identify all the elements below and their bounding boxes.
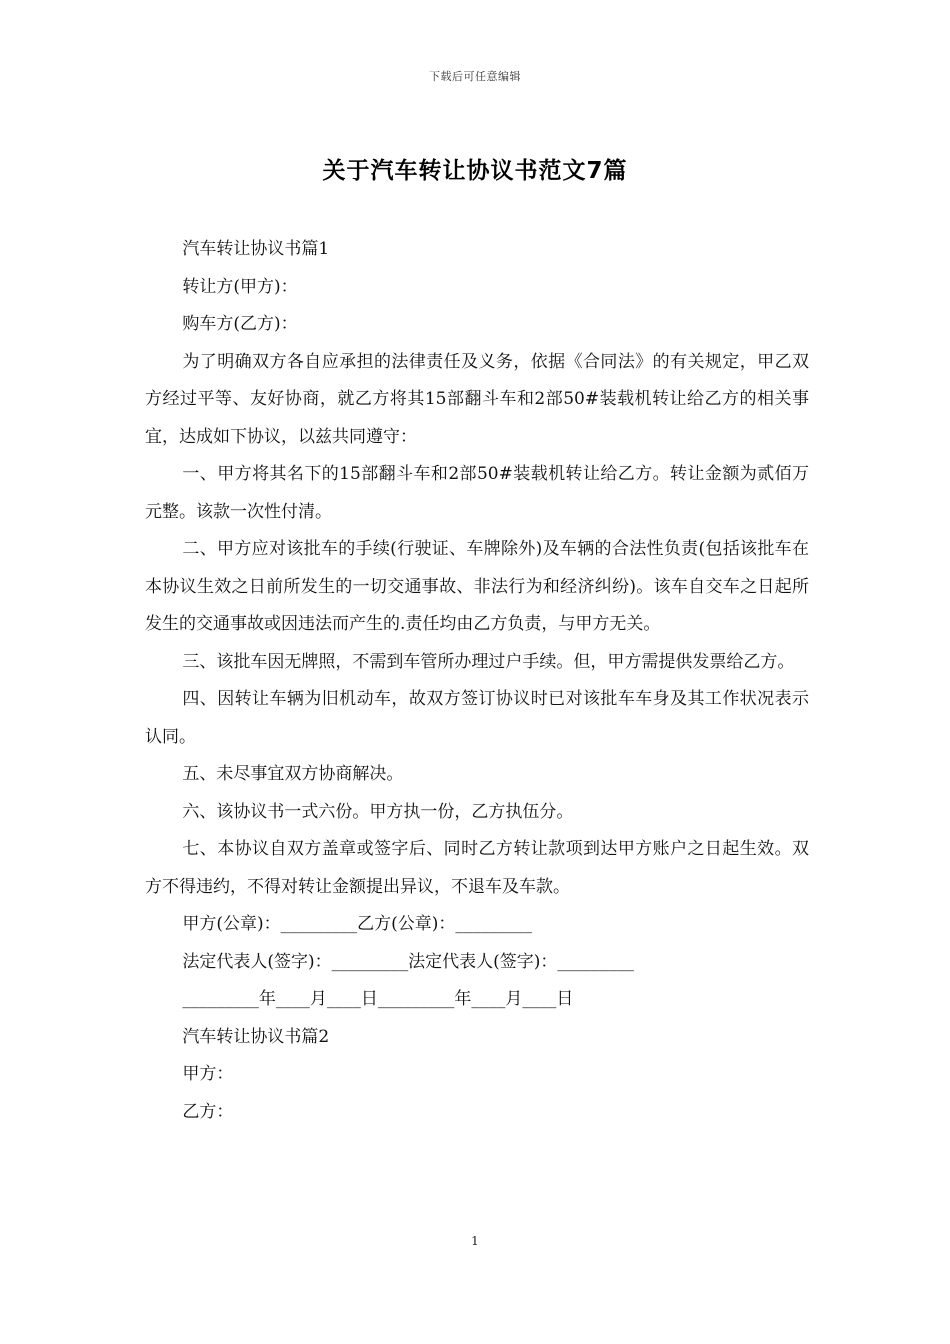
clause-4: 四、因转让车辆为旧机动车，故双方签订协议时已对该批车车身及其工作状况表示认同。 xyxy=(145,689,809,747)
buyer-line: 购车方(乙方)： xyxy=(182,314,298,334)
preamble-paragraph: 为了明确双方各自应承担的法律责任及义务，依据《合同法》的有关规定，甲乙双方经过平等、友好协商，就乙方将其15部翻斗车和2部50#装载机转让给乙方的相关事宜，达成如下协议，以兹共同遵守： xyxy=(145,351,809,447)
date-line: _________年____月____日_________年____月____日 xyxy=(182,989,574,1009)
clause-6: 六、该协议书一式六份。甲方执一份，乙方执伍分。 xyxy=(182,801,574,822)
transferor-line: 转让方(甲方)： xyxy=(182,276,298,297)
clause-5: 五、未尽事宜双方协商解决。 xyxy=(182,764,404,784)
clause-1: 一、甲方将其名下的15部翻斗车和2部50#装载机转让给乙方。转让金额为贰佰万元整。该款一次性付清。 xyxy=(145,464,809,522)
document-body xyxy=(145,231,809,1131)
clause-7: 七、本协议自双方盖章或签字后、同时乙方转让款项到达甲方账户之日起生效。双方不得违约，不得对转让金额提出异议，不退车及车款。 xyxy=(145,839,809,897)
document-title: 关于汽车转让协议书范文7篇 xyxy=(322,158,628,184)
clause-2: 二、甲方应对该批车的手续(行驶证、车牌除外)及车辆的合法性负责(包括该批车在本协议生效之日前所发生的一切交通事故、非法行为和经济纠纷)。该车自交车之日起所发生的交通事故或因违法而产生的.责任均由乙方负责，与甲方无关。 xyxy=(145,539,809,634)
page-header: 下载后可任意编辑 xyxy=(429,70,521,83)
section-heading-1: 汽车转让协议书篇1 xyxy=(182,239,330,259)
clause-3: 三、该批车因无牌照，不需到车管所办理过户手续。但，甲方需提供发票给乙方。 xyxy=(182,651,795,672)
party-a-line: 甲方： xyxy=(182,1064,234,1084)
page-number: 1 xyxy=(471,1234,479,1248)
party-b-line: 乙方： xyxy=(182,1101,234,1122)
signature-line: 法定代表人(签字)：_________法定代表人(签字)：_________ xyxy=(182,951,634,972)
section-heading-2: 汽车转让协议书篇2 xyxy=(182,1026,330,1047)
seal-line: 甲方(公章)：_________乙方(公章)：_________ xyxy=(182,914,532,934)
